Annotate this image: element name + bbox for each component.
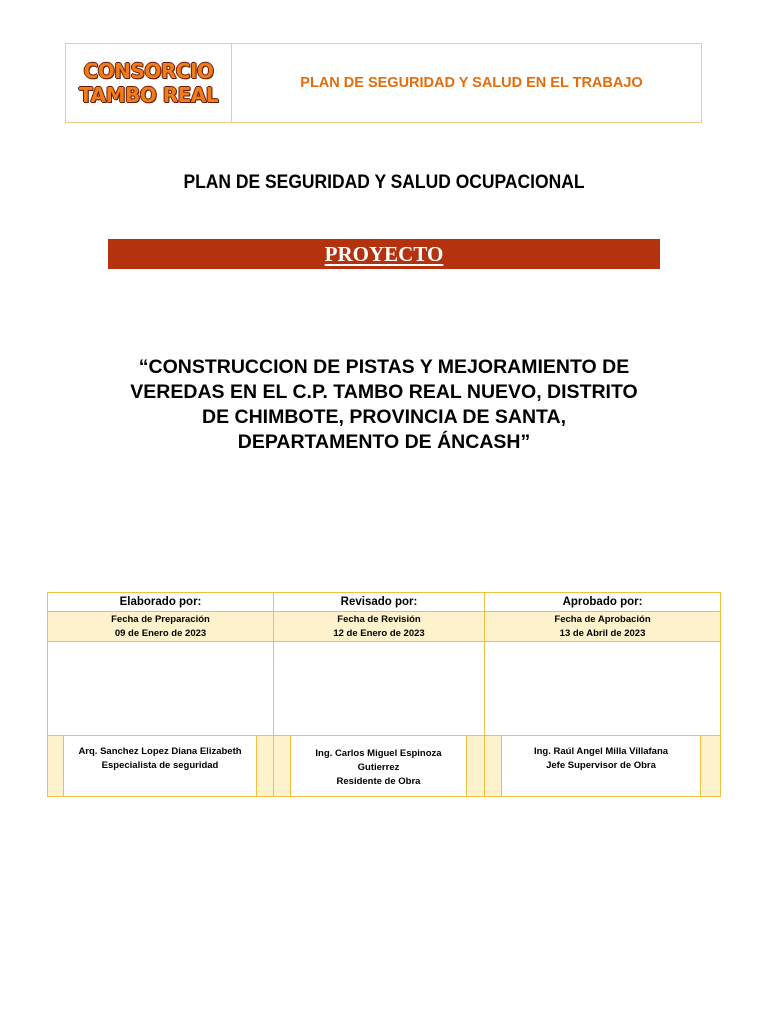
signature-area-elaborado [48, 642, 274, 736]
approval-table [47, 592, 721, 797]
revision-date-cell [274, 612, 485, 642]
project-line: VEREDAS EN EL C.P. TAMBO REAL NUEVO, DISTRITO [130, 381, 638, 403]
date-label: Fecha de Aprobación [554, 613, 651, 625]
project-name [104, 355, 664, 455]
project-line: “CONSTRUCCION DE PISTAS Y MEJORAMIENTO DE [138, 356, 630, 378]
project-line: DE CHIMBOTE, PROVINCIA DE SANTA, [201, 406, 567, 428]
preparation-date-cell [48, 612, 274, 642]
signer-elaborado [64, 736, 257, 797]
spacer-cell [485, 736, 502, 797]
spacer-cell [467, 736, 485, 797]
date-value: 09 de Enero de 2023 [114, 627, 207, 639]
signature-area-aprobado [485, 642, 721, 736]
project-line: DEPARTAMENTO DE ÁNCASH” [237, 431, 531, 453]
date-value: 12 de Enero de 2023 [333, 627, 425, 639]
spacer-cell [48, 736, 64, 797]
signer-line: Ing. Raúl Angel Milla Villafana [533, 746, 669, 757]
date-label: Fecha de Preparación [111, 613, 210, 625]
document-title: PLAN DE SEGURIDAD Y SALUD OCUPACIONAL [183, 172, 585, 193]
logo-line-2: TAMBO REAL [79, 83, 218, 107]
date-value: 13 de Abril de 2023 [559, 627, 646, 639]
elaborado-heading: Elaborado por: [48, 593, 274, 612]
banner-label: PROYECTO [324, 241, 444, 266]
signer-line: Residente de Obra [336, 776, 421, 787]
date-label: Fecha de Revisión [337, 613, 421, 625]
approval-date-cell [485, 612, 721, 642]
company-logo [66, 44, 232, 122]
signer-aprobado [502, 736, 701, 797]
header-title: PLAN DE SEGURIDAD Y SALUD EN EL TRABAJO [300, 75, 643, 91]
logo-line-1: CONSORCIO [83, 59, 214, 83]
signer-line: Jefe Supervisor de Obra [546, 760, 656, 771]
project-banner [108, 239, 660, 269]
spacer-cell [701, 736, 721, 797]
spacer-cell [274, 736, 291, 797]
revisado-heading: Revisado por: [274, 593, 485, 612]
signer-line: Especialista de seguridad [101, 760, 219, 771]
signer-line: Arq. Sanchez Lopez Diana Elizabeth [78, 746, 242, 757]
signer-line: Ing. Carlos Miguel Espinoza [315, 748, 442, 759]
signer-revisado [291, 736, 467, 797]
signer-line: Gutierrez [357, 762, 400, 773]
spacer-cell [257, 736, 274, 797]
signature-area-revisado [274, 642, 485, 736]
page-header [65, 43, 702, 123]
aprobado-heading: Aprobado por: [485, 593, 721, 612]
